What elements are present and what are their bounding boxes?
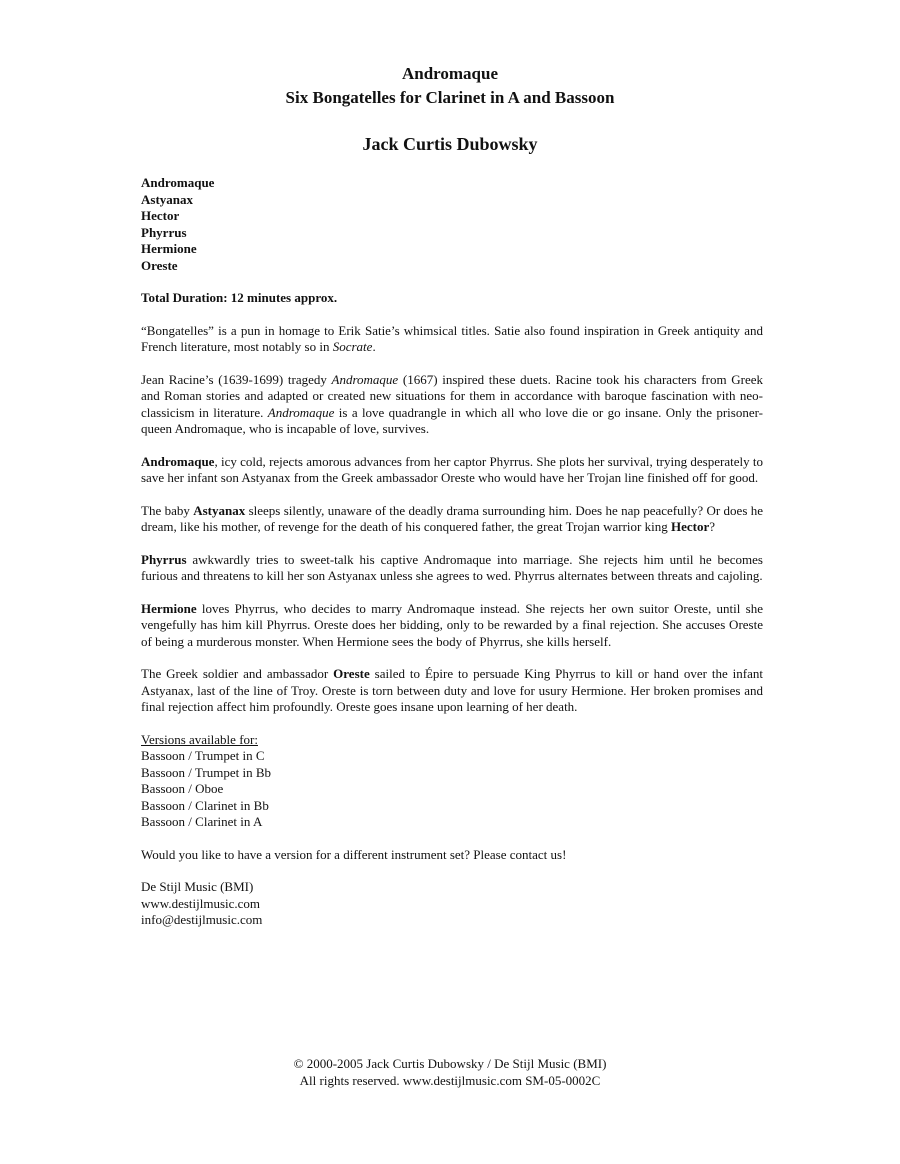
intro-paragraph-satie [141, 323, 763, 356]
composer-name: Jack Curtis Dubowsky [362, 134, 538, 154]
work-reference: Andromaque [331, 371, 399, 387]
character-name: Andromaque [141, 453, 215, 469]
movement-item: Andromaque [141, 175, 215, 190]
version-item: Bassoon / Clarinet in Bb [141, 797, 269, 813]
contact-question: Would you like to have a version for a different instrument set? Please contact us! [141, 846, 567, 862]
movement-item: Phyrrus [141, 224, 187, 240]
contact-block [141, 879, 763, 929]
intro-text: . [372, 339, 376, 354]
character-description: The baby [141, 502, 194, 518]
intro-text: “Bongatelles” is a pun in homage to Erik Satie’s whimsical titles. Satie also found inspiration in Greek antiquity and French literature, most notably so in [141, 322, 763, 354]
character-name: Hector [670, 519, 710, 534]
work-title: Andromaque [401, 64, 499, 83]
version-item: Bassoon / Trumpet in Bb [141, 764, 272, 780]
website-link[interactable]: www.destijlmusic.com [141, 895, 261, 911]
copyright-line: © 2000-2005 Jack Curtis Dubowsky / De Stijl Music (BMI) [293, 1056, 607, 1071]
character-description: sailed to Épire to persuade King Phyrrus to kill or hand over the infant Astyanax, last of the line of Troy. Oreste is torn between duty and love for usury Hermione. Her broken promises and final rejection affect him profoundly. Oreste goes insane upon learning of her death. [141, 666, 763, 714]
character-name: Hermione [141, 600, 197, 616]
movement-item: Hermione [141, 241, 197, 256]
version-item: Bassoon / Trumpet in C [141, 748, 265, 763]
movement-item: Hector [141, 208, 180, 223]
intro-text: (1667) inspired these duets. Racine took his characters from Greek and Roman stories and adapted or created new situations for them in accordance with baroque fascination with neo-classicism in literature. [141, 371, 763, 420]
rights-line: All rights reserved. www.destijlmusic.com SM-05-0002C [299, 1072, 601, 1088]
total-duration: Total Duration: 12 minutes approx. [141, 290, 338, 305]
version-item: Bassoon / Oboe [141, 781, 224, 796]
work-reference: Socrate [332, 339, 373, 354]
work-reference: Andromaque [267, 404, 335, 420]
paragraph-andromaque [141, 454, 763, 487]
intro-text: is a love quadrangle in which all who love die or go insane. Only the prisoner-queen Andromaque, who is incapable of love, survives. [141, 404, 763, 436]
character-description: sleeps silently, unaware of the deadly drama surrounding him. Does he nap peacefully? Or does he dream, like his mother, of revenge for the death of his conquered father, the great Trojan warrior king [141, 502, 764, 534]
character-name: Oreste [333, 666, 370, 681]
character-description: loves Phyrrus, who decides to marry Andromaque instead. She rejects her own suitor Oreste, until she vengefully has him kill Phyrrus. Oreste does her bidding, only to be rewarded by a final rejection. She accuses Oreste of being a murderous monster. When Hermione sees the body of Phyrrus, she kills herself. [141, 600, 763, 649]
paragraph-astyanax [141, 503, 763, 536]
page-footer [0, 1056, 900, 1089]
content-body [141, 175, 763, 929]
paragraph-hermione [141, 601, 763, 651]
versions-heading: Versions available for: [141, 731, 258, 747]
publisher-name: De Stijl Music (BMI) [141, 879, 254, 894]
paragraph-oreste [141, 666, 763, 716]
email-link[interactable]: info@destijlmusic.com [141, 912, 263, 927]
paragraph-phyrrus [141, 552, 763, 585]
work-subtitle: Six Bongatelles for Clarinet in A and Bassoon [285, 88, 615, 107]
version-item: Bassoon / Clarinet in A [141, 814, 263, 829]
intro-paragraph-racine [141, 372, 763, 438]
character-description: awkwardly tries to sweet-talk his captive Andromaque into marriage. She rejects him until he becomes furious and threatens to kill her son Astyanax unless she agrees to wed. Phyrrus alternates between threats and cajoling. [141, 551, 763, 583]
movement-list [141, 175, 763, 274]
character-name: Phyrrus [141, 551, 187, 567]
intro-text: Jean Racine’s (1639-1699) tragedy [141, 371, 332, 387]
character-description: , icy cold, rejects amorous advances from her captor Phyrrus. She plots her survival, trying desperately to save her infant son Astyanax from the Greek ambassador Oreste who would have her Trojan line finished off for good. [141, 453, 763, 485]
movement-item: Astyanax [141, 191, 194, 207]
character-description: ? [709, 519, 716, 534]
movement-item: Oreste [141, 257, 178, 273]
character-name: Astyanax [193, 502, 246, 518]
versions-list [141, 748, 763, 831]
character-description: The Greek soldier and ambassador [141, 666, 334, 681]
